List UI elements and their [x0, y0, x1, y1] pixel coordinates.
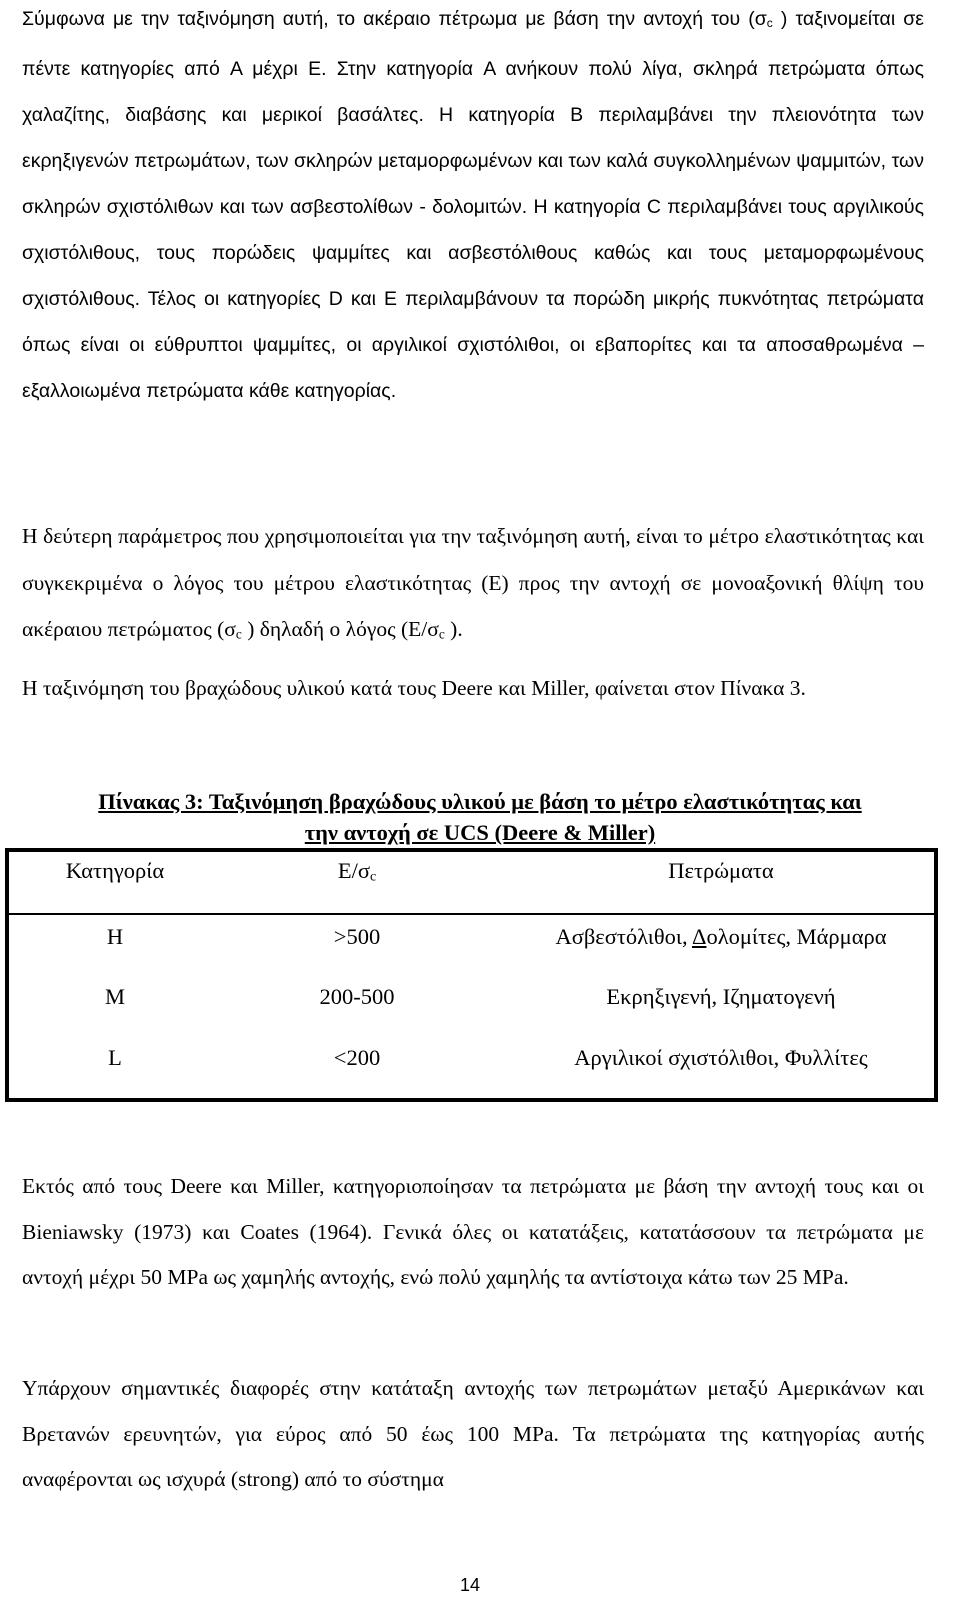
- table-caption-line1: Πίνακας 3: Ταξινόμηση βραχώδους υλικού με βάση το μέτρο ελαστικότητας και: [98, 789, 862, 814]
- table-caption: [20, 786, 940, 848]
- paragraph-text: ) δηλαδή ο λόγος (E/σ: [241, 617, 439, 641]
- paragraph-differences: Υπάρχουν σημαντικές διαφορές στην κατάταξη αντοχής των πετρωμάτων μεταξύ Αμερικάνων και Βρετανών ερευνητών, για εύρος από 50 έως 100 MPa. Τα πετρώματα της κατηγορίας αυτής αναφέρονται ως ισχυρά (strong) από το σύστημα: [22, 1376, 924, 1491]
- header-ratio: [338, 858, 376, 886]
- classification-table: [5, 848, 938, 1102]
- subscript: c: [235, 626, 242, 642]
- subscript: c: [369, 869, 377, 885]
- table-header-divider: [9, 913, 934, 915]
- paragraph-text: ) ταξινομείται σε πέντε κατηγορίες από A μέχρι E. Στην κατηγορία A ανήκουν πολύ λίγα, σκληρά πετρώματα όπως χαλαζίτης, διαβάσης και μερικοί βασάλτες. Η κατηγορία B περιλαμβάνει την πλειονότητα των εκρηξιγενών πετρωμάτων, των σκληρών μεταμορφωμένων και των καλά συγκολλημένων ψαμμιτών, των σκληρών σχιστόλιθων και των ασβεστολίθων - δολομιτών. Η κατηγορία C περιλαμβάνει τους αργιλικούς σχιστόλιθους, τους πορώδεις ψαμμίτες και ασβεστόλιθους καθώς και τους μεταμορφωμένους σχιστόλιθους. Τέλος οι κατηγορίες D και E περιλαμβάνουν τα πορώδη μικρής πυκνότητας πετρώματα όπως είναι οι εύθρυπτοι ψαμμίτες, οι αργιλικοί σχιστόλιθοι, οι εβαπορίτες και τα αποσαθρωμένα – εξαλλοιωμένα πετρώματα κάθε κατηγορίας.: [22, 8, 924, 403]
- header-ratio-main: E/σ: [337, 858, 370, 883]
- paragraph-text: Σύμφωνα με την ταξινόμηση αυτή, το ακέραιο πέτρωμα με βάση την αντοχή του (σ: [22, 8, 767, 30]
- cell-rocks-text: Δ: [691, 924, 707, 949]
- cell-ratio: >500: [333, 924, 381, 949]
- paragraph-rock-categories: [22, 0, 924, 414]
- paragraph-text: ).: [444, 617, 463, 641]
- cell-rocks: [555, 924, 886, 950]
- header-rocks: Πετρώματα: [668, 858, 774, 883]
- cell-category: H: [106, 924, 124, 949]
- cell-rocks: Αργιλικοί σχιστόλιθοι, Φυλλίτες: [574, 1045, 868, 1070]
- table-caption-line2: την αντοχή σε UCS (Deere & Miller): [304, 820, 656, 845]
- cell-ratio: 200-500: [319, 984, 395, 1009]
- subscript: c: [438, 626, 445, 642]
- paragraph-other-classifications: Εκτός από τους Deere και Miller, κατηγοριοποίησαν τα πετρώματα με βάση την αντοχή τους και οι Bieniawsky (1973) και Coates (1964). Γενικά όλες οι κατατάξεις, κατατάσσουν τα πετρώματα με αντοχή μέχρι 50 MPa ως χαμηλής αντοχής, ενώ πολύ χαμηλής τα αντίστοιχα κάτω των 25 MPa.: [22, 1174, 924, 1289]
- cell-rocks-text: Ασβεστόλιθοι,: [555, 924, 692, 949]
- cell-category: M: [104, 984, 126, 1009]
- subscript: c: [766, 16, 773, 31]
- cell-ratio: <200: [333, 1045, 381, 1070]
- paragraph-second-parameter: [22, 513, 924, 658]
- page-number: 14: [459, 1575, 481, 1595]
- header-category: Κατηγορία: [65, 858, 165, 883]
- paragraph-text: Η δεύτερη παράμετρος που χρησιμοποιείται για την ταξινόμηση αυτή, είναι το μέτρο ελαστικότητας και συγκεκριμένα ο λόγος του μέτρου ελαστικότητας (E) προς την αντοχή σε μονοαξονική θλίψη του ακέραιου πετρώματος (σ: [22, 524, 924, 641]
- cell-rocks: Εκρηξιγενή, Ιζηματογενή: [606, 984, 836, 1009]
- cell-rocks-text: ολομίτες, Μάρμαρα: [706, 924, 887, 949]
- cell-category: L: [108, 1045, 122, 1070]
- paragraph-table-reference: Η ταξινόμηση του βραχώδους υλικού κατά τους Deere και Miller, φαίνεται στον Πίνακα 3.: [22, 676, 806, 700]
